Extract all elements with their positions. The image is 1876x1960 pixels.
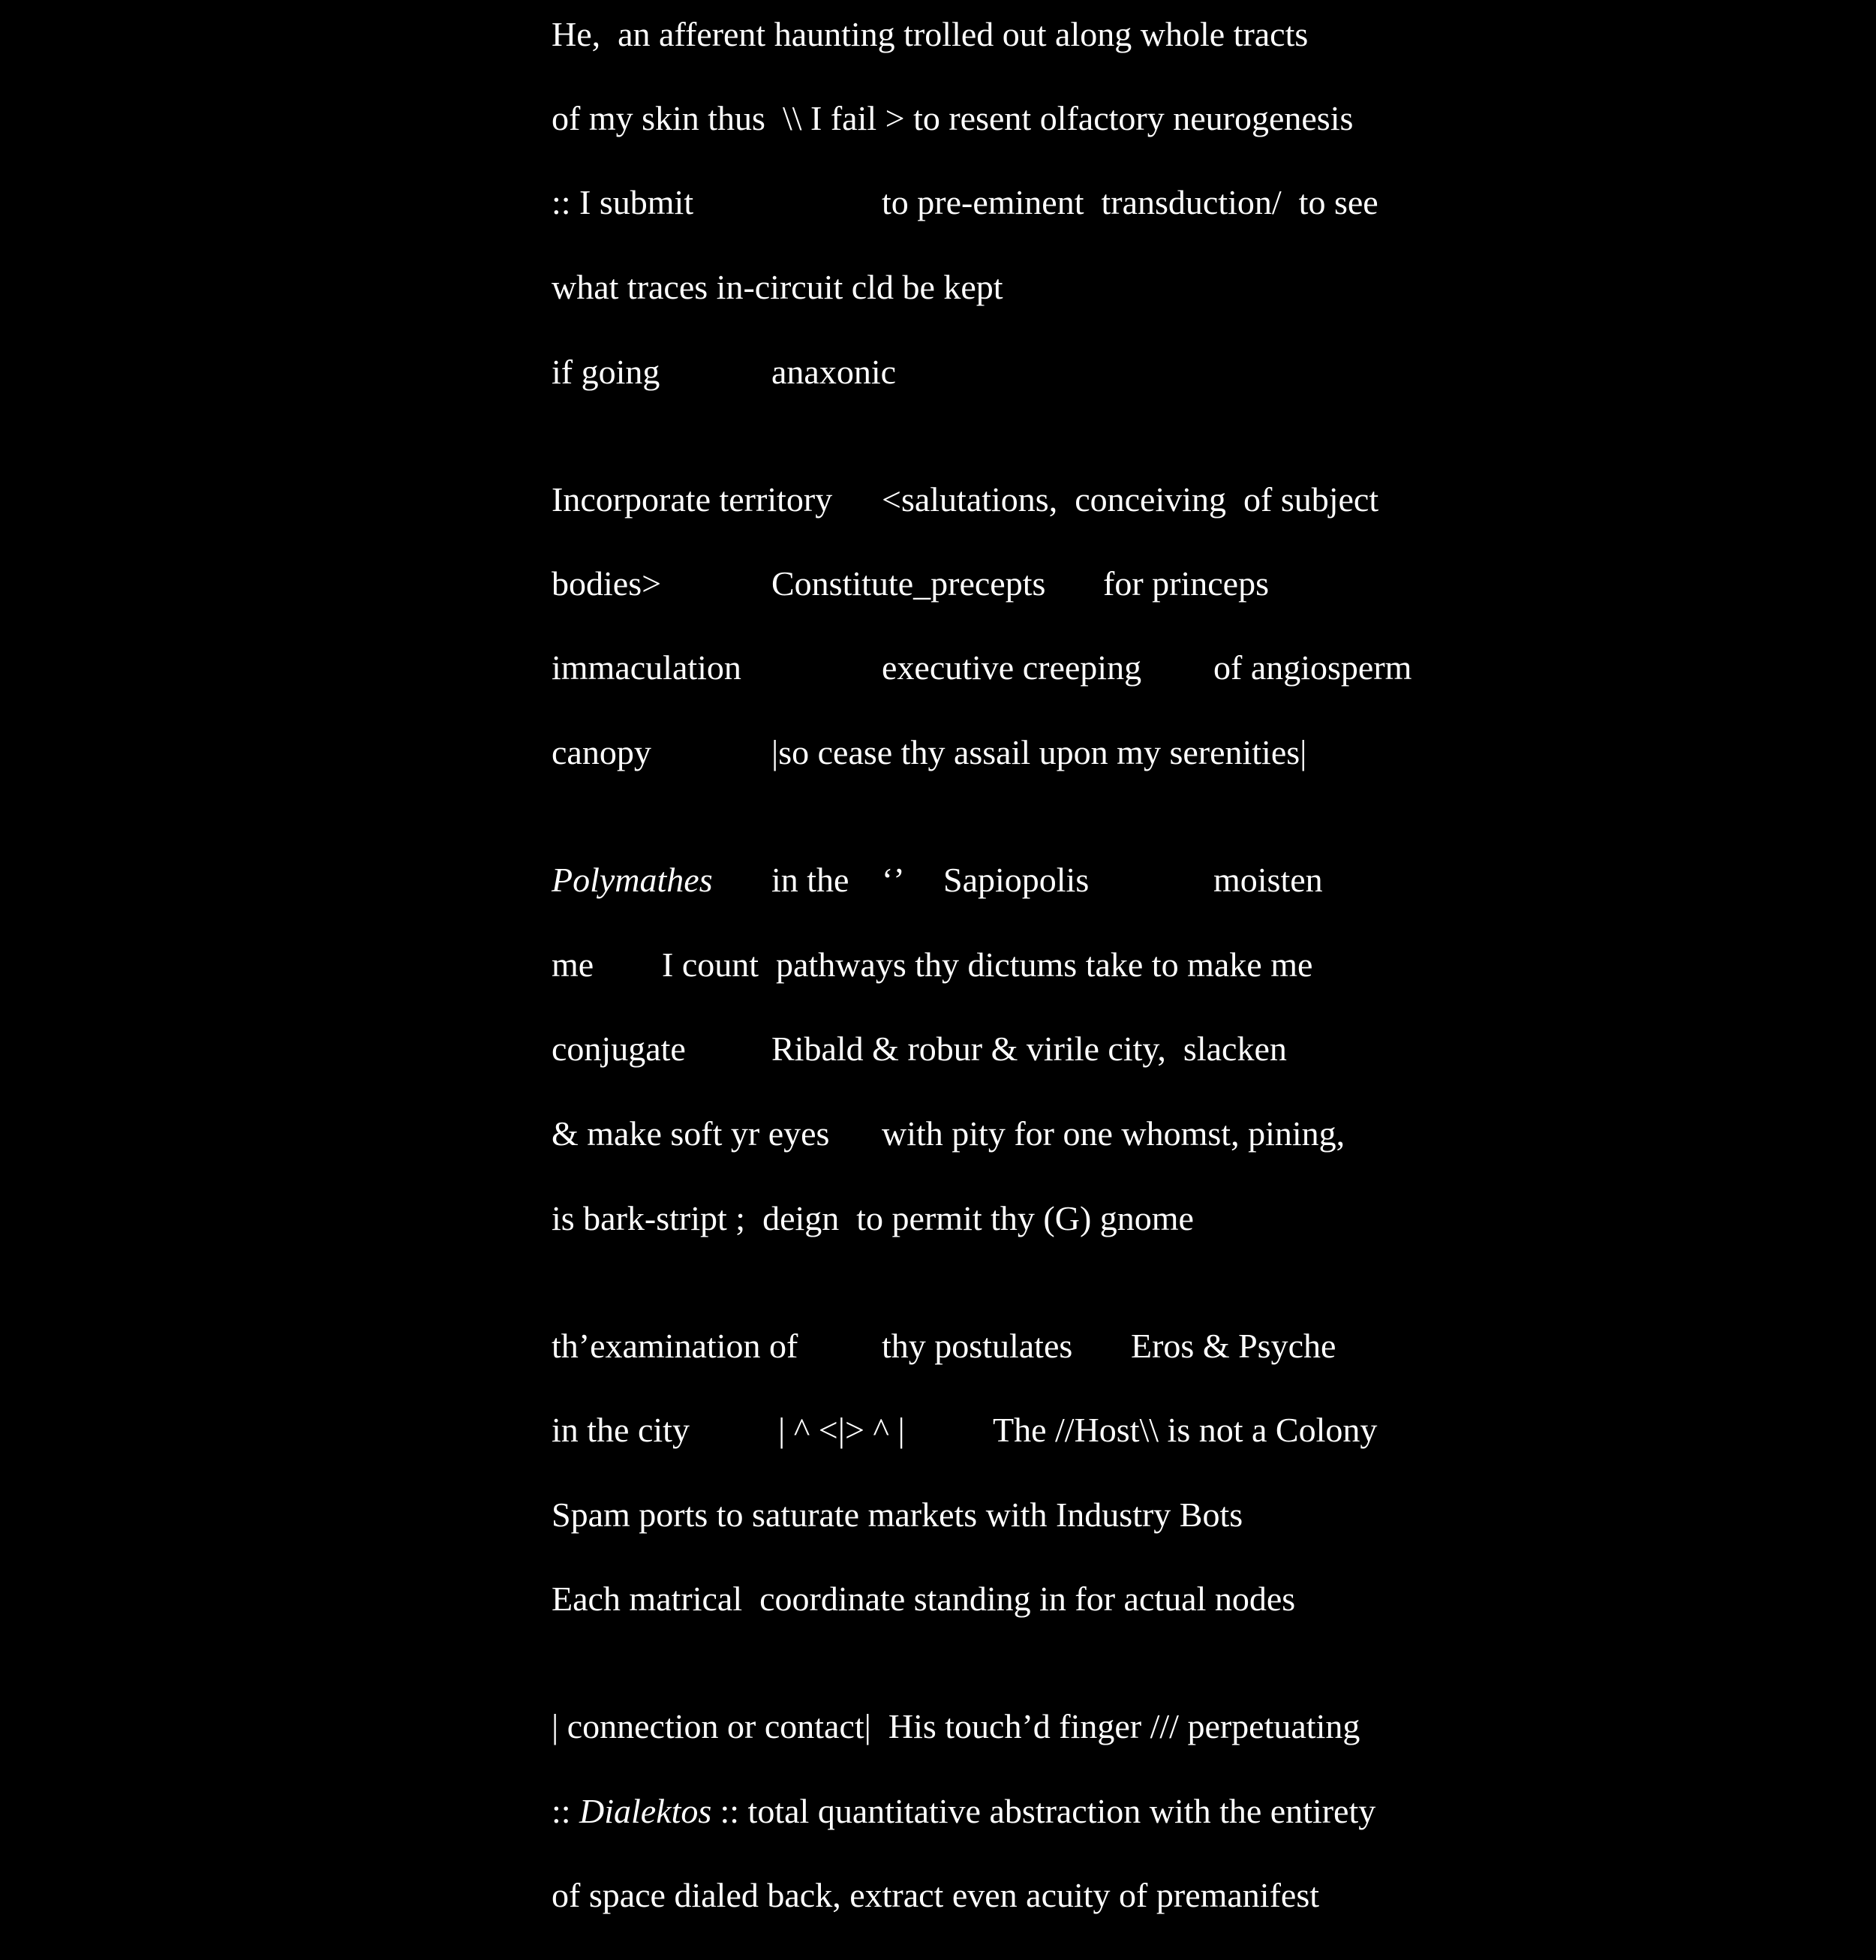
line-segment: of angiosperm: [1213, 648, 1412, 687]
poem-line: [0, 1873, 1876, 1957]
line-segment: | ^ <|> ^ |: [778, 1411, 905, 1449]
line-segment: | connection or contact| His touch’d finger /// perpetuating: [552, 1707, 1360, 1745]
line-segment: Polymathes: [552, 861, 713, 899]
poem-line: [0, 858, 1876, 942]
line-segment: Spam ports to saturate markets with Industry Bots: [552, 1496, 1243, 1534]
line-segment: Sapiopolis: [943, 861, 1090, 899]
line-segment: is bark-stript ; deign to permit thy (G) gnome: [552, 1199, 1194, 1237]
line-segment: moisten: [1213, 861, 1323, 899]
line-segment: Constitute_precepts: [771, 564, 1046, 603]
poem-line: [0, 265, 1876, 349]
line-segment: Eros & Psyche: [1131, 1327, 1336, 1365]
line-segment: immaculation: [552, 648, 741, 687]
poem-line: [0, 350, 1876, 434]
poem-line: [0, 1704, 1876, 1788]
poem-line: [0, 477, 1876, 561]
line-segment: bodies>: [552, 564, 662, 603]
poem-line: [0, 12, 1876, 96]
line-segment: Incorporate territory: [552, 480, 833, 519]
poem-line: [0, 1324, 1876, 1408]
line-segment: in the city: [552, 1411, 690, 1449]
line-segment: to pre-eminent transduction/ to see: [882, 183, 1378, 221]
poem-line: [0, 180, 1876, 264]
poem-line: [0, 1027, 1876, 1111]
line-segment: ‘’: [882, 861, 905, 899]
poem-line: [0, 1493, 1876, 1577]
line-segment: |so cease thy assail upon my serenities|: [771, 733, 1307, 771]
poem-line: [0, 561, 1876, 645]
poem-line: [0, 645, 1876, 729]
line-segment: me: [552, 945, 594, 984]
line-segment: of my skin thus \\ I fail > to resent olfactory neurogenesis: [552, 99, 1354, 137]
line-segment: The //Host\\ is not a Colony: [993, 1411, 1378, 1449]
poem-line: [0, 1111, 1876, 1195]
line-segment: canopy: [552, 733, 651, 771]
line-segment: th’examination of: [552, 1327, 798, 1365]
line-segment: thy postulates: [882, 1327, 1073, 1365]
poem-line: [0, 730, 1876, 814]
line-segment: <salutations, conceiving of subject: [882, 480, 1379, 519]
line-segment: for princeps: [1103, 564, 1269, 603]
poem-line: [0, 1577, 1876, 1661]
line-segment: Ribald & robur & virile city, slacken: [771, 1030, 1287, 1068]
line-segment: He, an afferent haunting trolled out along whole tracts: [552, 15, 1309, 53]
line-segment: conjugate: [552, 1030, 686, 1068]
line-segment: what traces in-circuit cld be kept: [552, 268, 1003, 306]
line-segment: with pity for one whomst, pining,: [882, 1114, 1345, 1153]
line-segment: executive creeping: [882, 648, 1142, 687]
line-segment: anaxonic: [771, 353, 897, 391]
line-segment: ::: [552, 1792, 580, 1830]
line-segment: I count pathways thy dictums take to make me: [662, 945, 1313, 984]
line-segment: Each matrical coordinate standing in for actual nodes: [552, 1580, 1296, 1618]
poem-line: [0, 96, 1876, 180]
poem-line: [0, 942, 1876, 1027]
line-segment: :: total quantitative abstraction with the entirety: [711, 1792, 1376, 1830]
line-segment: & make soft yr eyes: [552, 1114, 830, 1153]
line-segment: :: I submit: [552, 183, 694, 221]
poem-line: [0, 1789, 1876, 1873]
line-segment: in the: [771, 861, 849, 899]
line-segment: Dialektos: [579, 1792, 712, 1830]
line-segment: of space dialed back, extract even acuity of premanifest: [552, 1876, 1320, 1914]
poem-line: [0, 1196, 1876, 1280]
poem-line: [0, 1408, 1876, 1492]
line-segment: if going: [552, 353, 660, 391]
